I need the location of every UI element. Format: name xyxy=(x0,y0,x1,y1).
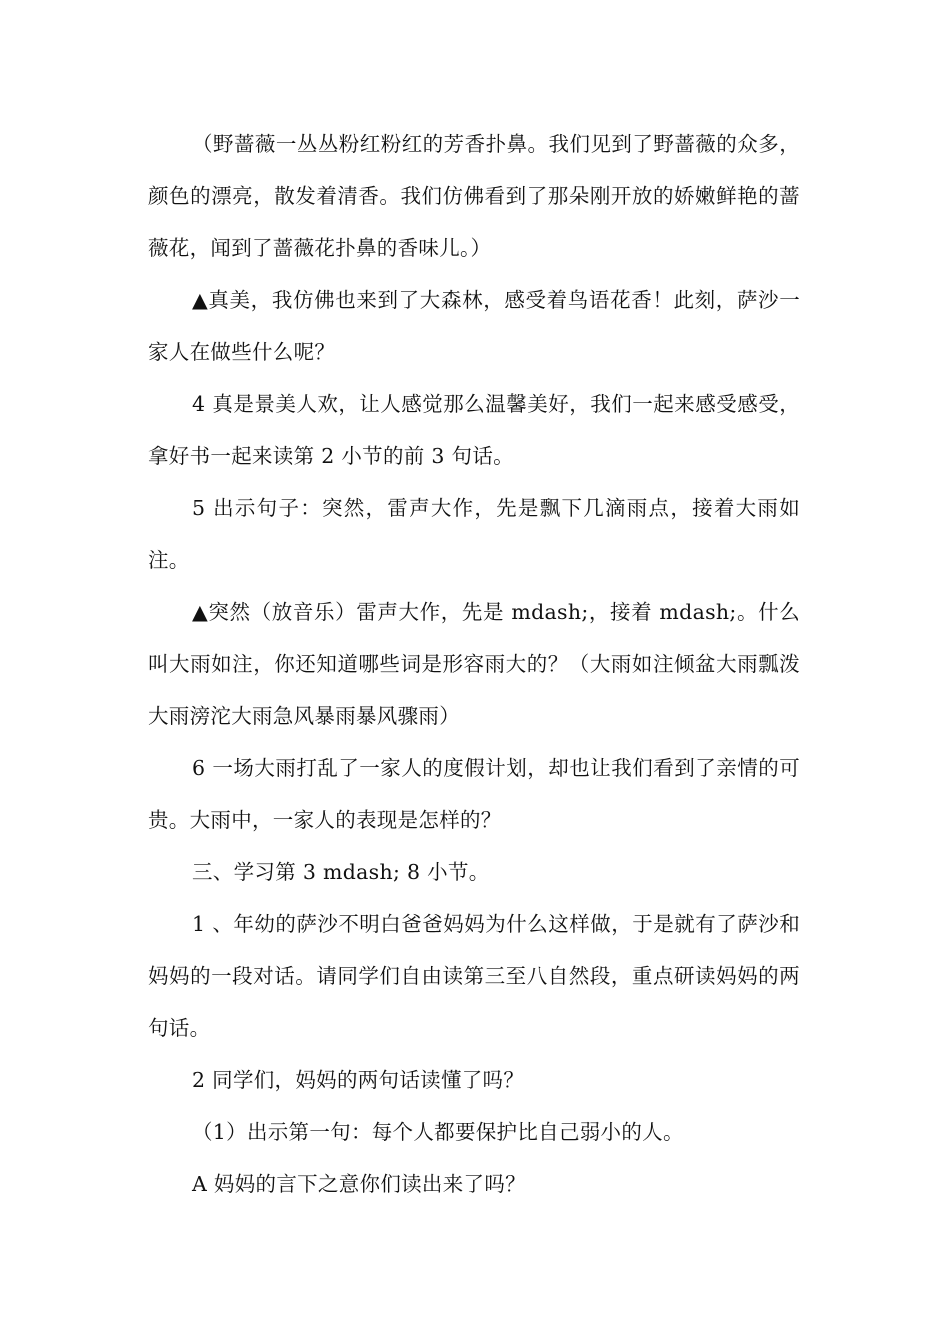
paragraph-3: 4 真是景美人欢，让人感觉那么温馨美好，我们一起来感受感受，拿好书一起来读第 2 小节的前 3 句话。 xyxy=(148,392,800,468)
paragraph-11: A 妈妈的言下之意你们读出来了吗？ xyxy=(192,1172,526,1196)
paragraph-10: （1）出示第一句：每个人都要保护比自己弱小的人。 xyxy=(192,1120,684,1144)
paragraph-2: ▲真美，我仿佛也来到了大森林，感受着鸟语花香！此刻，萨沙一家人在做些什么呢？ xyxy=(148,288,800,364)
paragraph-1: （野蔷薇一丛丛粉红粉红的芳香扑鼻。我们见到了野蔷薇的众多，颜色的漂亮，散发着清香。我们仿佛看到了那朵刚开放的娇嫩鲜艳的蔷薇花，闻到了蔷薇花扑鼻的香味儿。） xyxy=(148,132,800,260)
section-heading: 三、学习第 3 mdash; 8 小节。 xyxy=(192,860,490,884)
paragraph-9: 2 同学们，妈妈的两句话读懂了吗？ xyxy=(192,1068,525,1092)
paragraph-5: ▲突然（放音乐）雷声大作，先是 mdash;，接着 mdash;。什么叫大雨如注，你还知道哪些词是形容雨大的？（大雨如注倾盆大雨瓢泼大雨滂沱大雨急风暴雨暴风骤雨） xyxy=(148,600,800,728)
paragraph-8: 1 、年幼的萨沙不明白爸爸妈妈为什么这样做，于是就有了萨沙和妈妈的一段对话。请同学们自由读第三至八自然段，重点研读妈妈的两句话。 xyxy=(148,912,800,1040)
paragraph-4: 5 出示句子：突然，雷声大作，先是飘下几滴雨点，接着大雨如注。 xyxy=(148,496,800,572)
body-text xyxy=(148,118,800,1210)
paragraph-6: 6 一场大雨打乱了一家人的度假计划，却也让我们看到了亲情的可贵。大雨中，一家人的表现是怎样的？ xyxy=(148,756,800,832)
